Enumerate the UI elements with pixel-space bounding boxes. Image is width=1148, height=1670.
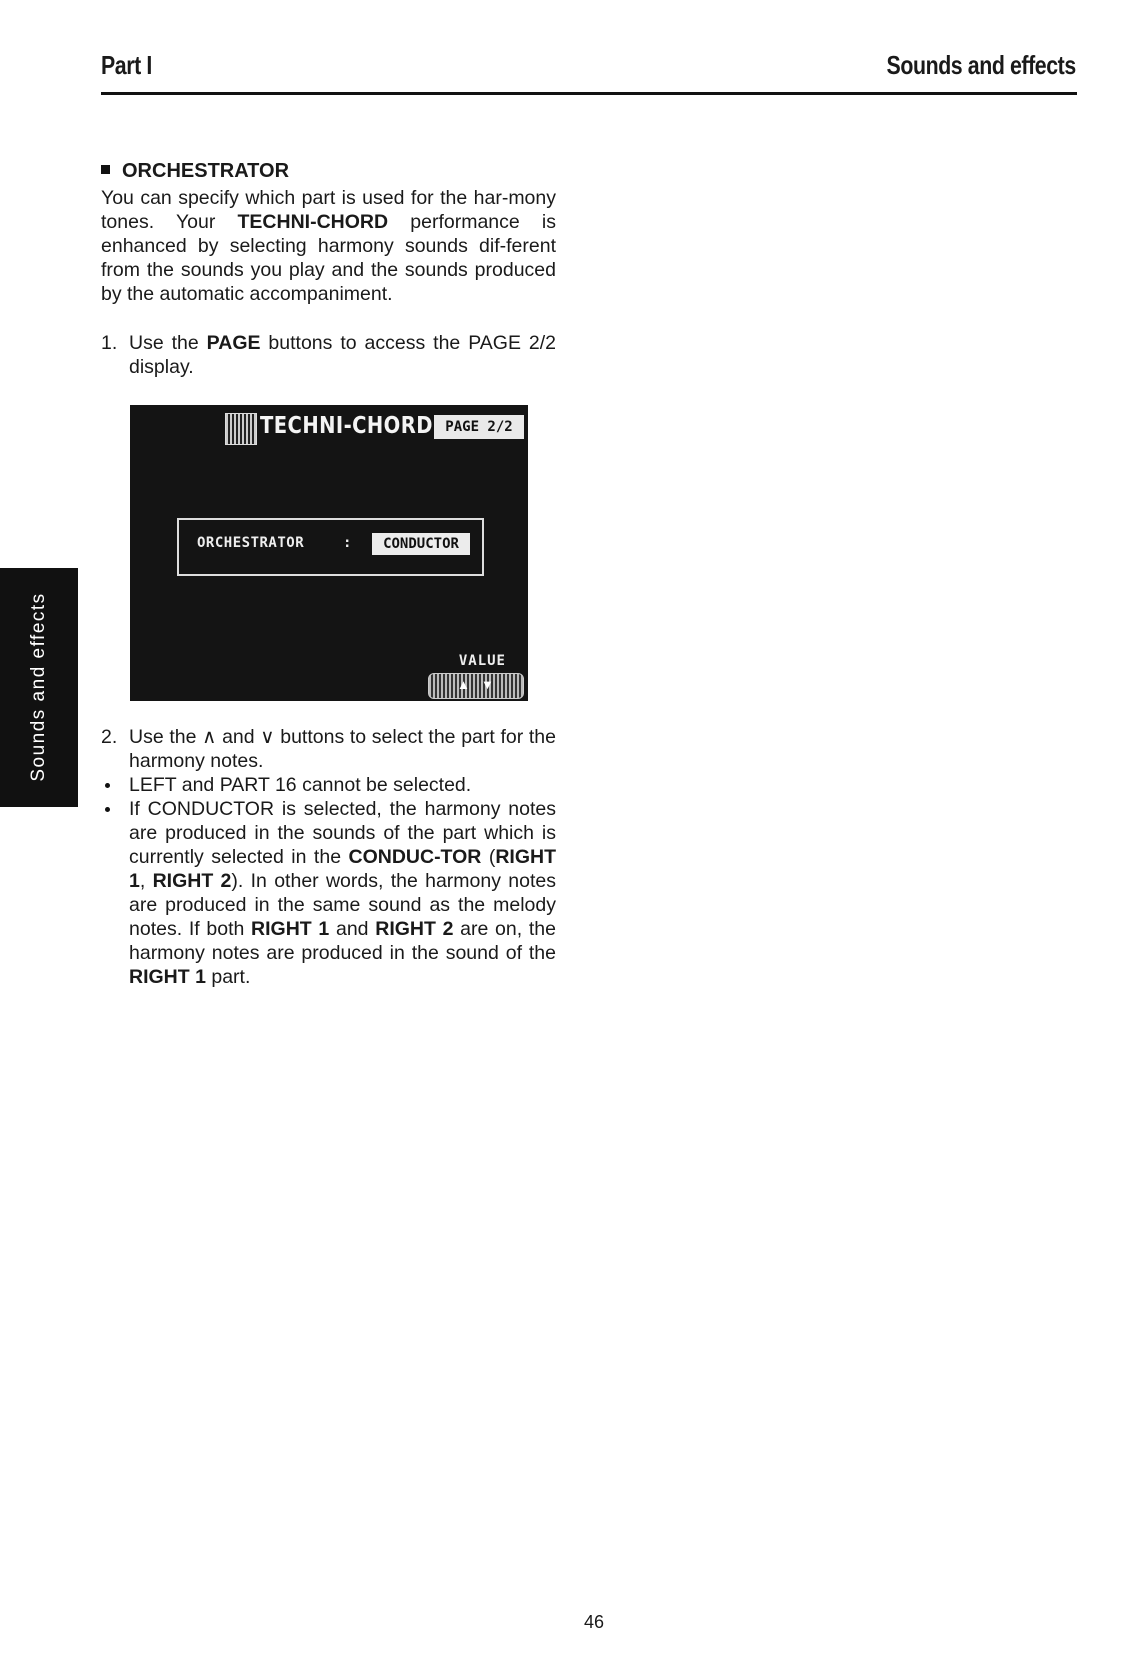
bullet-2-text: part. — [205, 966, 251, 988]
bullet-dot-icon — [105, 807, 110, 812]
up-arrow-icon[interactable]: ▲ — [457, 677, 470, 692]
bullet-2-bold: CONDUC-TOR — [348, 846, 482, 868]
bullet-1 — [101, 773, 556, 797]
bullet-1-text: LEFT and PART 16 cannot be selected. — [129, 774, 472, 796]
orchestrator-value[interactable]: CONDUCTOR — [372, 533, 470, 555]
down-arrow-icon[interactable]: ▼ — [481, 677, 494, 692]
section-title-text: ORCHESTRATOR — [122, 160, 290, 182]
orchestrator-field[interactable] — [177, 518, 484, 576]
bullet-2-text: If CONDUCTOR is selected, the harmony notes are produced in the sounds of the part which is currently selected in the — [129, 798, 556, 868]
orchestrator-label: ORCHESTRATOR — [197, 535, 305, 551]
page-badge[interactable]: PAGE 2/2 — [434, 415, 524, 439]
step-2-text: Use the ∧ and ∨ buttons to select the part for the harmony notes. — [129, 726, 556, 772]
lcd-title: TECHNI-CHORD — [260, 413, 433, 439]
step-1 — [101, 331, 556, 379]
bullet-2-bold: RIGHT 2 — [152, 870, 232, 892]
step-1-text-2: buttons to access the PAGE 2/2 display. — [129, 332, 556, 378]
step-1-bold: PAGE — [206, 332, 261, 354]
lcd-display — [130, 405, 528, 701]
side-tab-label: Sounds and effects — [28, 592, 49, 782]
bullet-2-text: , — [139, 870, 153, 892]
intro-paragraph — [101, 186, 556, 306]
bullet-2-text: are on, the harmony notes are produced in the sound of the — [129, 918, 556, 964]
bullet-2-bold: RIGHT 1 — [129, 846, 556, 892]
bullet-2-bold: RIGHT 1 — [251, 918, 330, 940]
value-label: VALUE — [458, 653, 506, 669]
intro-text-1: You can specify which part is used for the har-mony tones. Your — [101, 187, 556, 233]
step-1-number: 1. — [101, 332, 118, 354]
intro-bold: TECHNI-CHORD — [237, 211, 389, 233]
step-1-text-1: Use the — [129, 332, 207, 354]
part-heading: Part I — [101, 50, 152, 80]
bullet-2-text: and — [329, 918, 376, 940]
square-bullet-icon — [101, 165, 110, 174]
section-title — [101, 160, 289, 183]
bullet-2-text: ( — [481, 846, 496, 868]
page-number: 46 — [584, 1612, 605, 1632]
value-buttons[interactable] — [428, 673, 524, 699]
step-2 — [101, 725, 556, 773]
intro-text-2: performance is enhanced by selecting harmony sounds dif-ferent from the sounds you play and the sounds produced by the automatic accompaniment. — [101, 211, 556, 305]
header-rule — [101, 92, 1077, 95]
bullet-2-text: ). In other words, the harmony notes are produced in the same sound as the melody notes. If both — [129, 870, 556, 940]
bullet-dot-icon — [105, 783, 110, 788]
orchestrator-colon: : — [343, 535, 352, 551]
bullet-2-bold: RIGHT 1 — [129, 966, 206, 988]
chapter-heading: Sounds and effects — [886, 50, 1076, 80]
bullet-2-bold: RIGHT 2 — [375, 918, 454, 940]
bullet-2 — [101, 797, 556, 989]
step-2-number: 2. — [101, 726, 118, 748]
keyboard-icon — [225, 413, 257, 445]
